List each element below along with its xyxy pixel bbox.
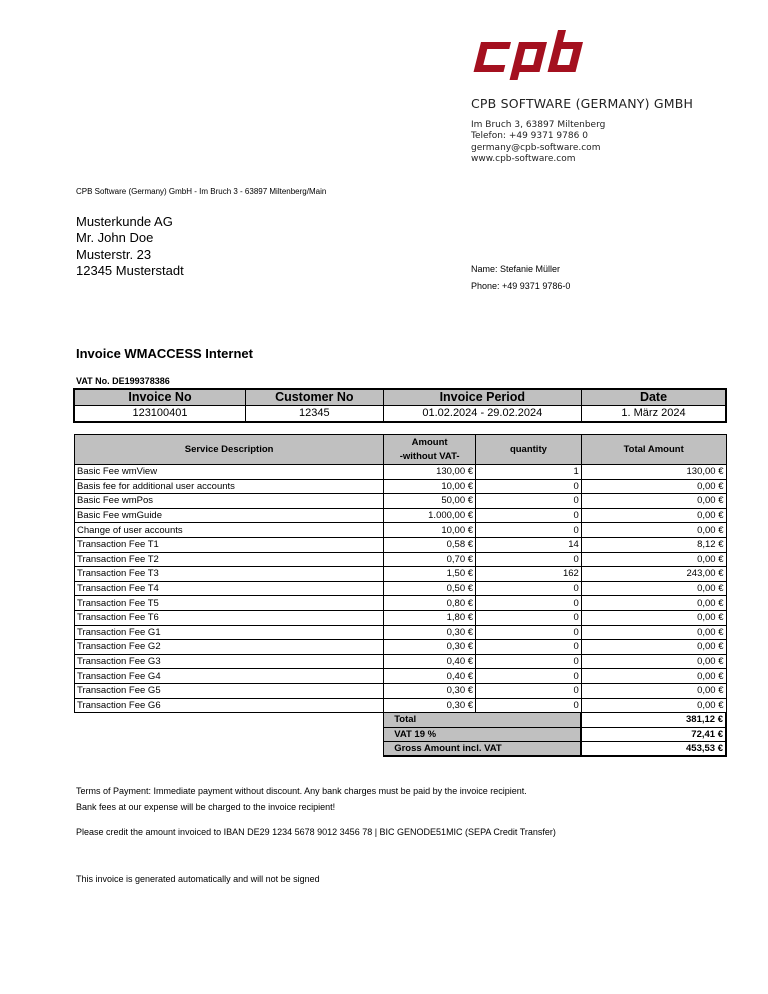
table-row bbox=[75, 537, 727, 552]
item-description: Basic Fee wmGuide bbox=[75, 508, 384, 523]
item-description: Transaction Fee T5 bbox=[75, 596, 384, 611]
table-row bbox=[75, 698, 727, 713]
recipient-line: 12345 Musterstadt bbox=[76, 262, 184, 278]
header-quantity: quantity bbox=[476, 435, 582, 465]
item-description: Transaction Fee T3 bbox=[75, 567, 384, 582]
item-description: Transaction Fee T6 bbox=[75, 610, 384, 625]
item-quantity: 162 bbox=[476, 567, 582, 582]
recipient-address bbox=[76, 214, 184, 279]
invoice-title: Invoice WMACCESS Internet bbox=[76, 346, 253, 361]
address-line: Im Bruch 3, 63897 Miltenberg bbox=[471, 120, 606, 130]
item-quantity: 0 bbox=[476, 610, 582, 625]
invoice-info-table bbox=[73, 388, 727, 423]
item-quantity: 0 bbox=[476, 523, 582, 538]
item-amount: 10,00 € bbox=[384, 479, 476, 494]
table-row bbox=[75, 479, 727, 494]
contact-name: Name: Stefanie Müller bbox=[471, 264, 561, 274]
item-quantity: 1 bbox=[476, 465, 582, 480]
summary-spacer bbox=[75, 742, 384, 757]
item-quantity: 0 bbox=[476, 494, 582, 509]
header-customer-no: Customer No bbox=[245, 389, 383, 405]
item-amount: 10,00 € bbox=[384, 523, 476, 538]
table-row bbox=[75, 654, 727, 669]
item-description: Basic Fee wmView bbox=[75, 465, 384, 480]
company-name: CPB SOFTWARE (GERMANY) GMBH bbox=[471, 96, 694, 111]
table-row bbox=[75, 683, 727, 698]
item-total: 243,00 € bbox=[581, 567, 726, 582]
table-row bbox=[75, 610, 727, 625]
item-amount: 0,70 € bbox=[384, 552, 476, 567]
item-description: Transaction Fee T1 bbox=[75, 537, 384, 552]
header-amount-text: Amount -without VAT- bbox=[399, 436, 460, 462]
table-row bbox=[75, 625, 727, 640]
item-description: Transaction Fee G1 bbox=[75, 625, 384, 640]
summary-label: VAT 19 % bbox=[384, 727, 582, 742]
vat-number: VAT No. DE199378386 bbox=[76, 376, 170, 386]
summary-label: Total bbox=[384, 713, 582, 728]
item-total: 0,00 € bbox=[581, 494, 726, 509]
item-total: 0,00 € bbox=[581, 683, 726, 698]
summary-value: 453,53 € bbox=[581, 742, 726, 757]
item-quantity: 0 bbox=[476, 683, 582, 698]
item-total: 0,00 € bbox=[581, 523, 726, 538]
item-quantity: 0 bbox=[476, 640, 582, 655]
summary-spacer bbox=[75, 727, 384, 742]
email-line: germany@cpb-software.com bbox=[471, 142, 601, 153]
recipient-line: Mr. John Doe bbox=[76, 230, 154, 246]
table-row bbox=[75, 552, 727, 567]
item-description: Basis fee for additional user accounts bbox=[75, 479, 384, 494]
header-date: Date bbox=[581, 389, 726, 405]
summary-value: 72,41 € bbox=[581, 727, 726, 742]
invoice-no: 123100401 bbox=[74, 405, 245, 422]
item-total: 0,00 € bbox=[581, 610, 726, 625]
item-total: 0,00 € bbox=[581, 640, 726, 655]
item-description: Basic Fee wmPos bbox=[75, 494, 384, 509]
sender-line: CPB Software (Germany) GmbH - Im Bruch 3 - 63897 Miltenberg/Main bbox=[76, 187, 327, 196]
item-quantity: 0 bbox=[476, 625, 582, 640]
item-quantity: 0 bbox=[476, 552, 582, 567]
item-quantity: 0 bbox=[476, 581, 582, 596]
item-quantity: 0 bbox=[476, 654, 582, 669]
website-line: www.cpb-software.com bbox=[471, 153, 576, 164]
item-amount: 0,30 € bbox=[384, 698, 476, 713]
summary-row bbox=[75, 713, 727, 728]
summary-label: Gross Amount incl. VAT bbox=[384, 742, 582, 757]
item-total: 0,00 € bbox=[581, 596, 726, 611]
item-amount: 1,80 € bbox=[384, 610, 476, 625]
phone-line: Telefon: +49 9371 9786 0 bbox=[471, 131, 588, 142]
header-invoice-no: Invoice No bbox=[74, 389, 245, 405]
table-row bbox=[75, 669, 727, 684]
summary-value: 381,12 € bbox=[581, 713, 726, 728]
item-amount: 0,50 € bbox=[384, 581, 476, 596]
item-total: 0,00 € bbox=[581, 625, 726, 640]
table-row bbox=[75, 581, 727, 596]
table-row bbox=[75, 523, 727, 538]
item-description: Change of user accounts bbox=[75, 523, 384, 538]
table-row bbox=[75, 567, 727, 582]
item-total: 0,00 € bbox=[581, 654, 726, 669]
item-quantity: 0 bbox=[476, 596, 582, 611]
generated-note: This invoice is generated automatically and will not be signed bbox=[76, 874, 320, 884]
item-amount: 1,50 € bbox=[384, 567, 476, 582]
table-row bbox=[75, 596, 727, 611]
item-total: 0,00 € bbox=[581, 669, 726, 684]
header-total-amount: Total Amount bbox=[581, 435, 726, 465]
item-total: 0,00 € bbox=[581, 508, 726, 523]
recipient-line: Musterkunde AG bbox=[76, 214, 173, 229]
summary-row bbox=[75, 742, 727, 757]
header-invoice-period: Invoice Period bbox=[383, 389, 581, 405]
item-quantity: 0 bbox=[476, 508, 582, 523]
item-amount: 0,58 € bbox=[384, 537, 476, 552]
item-total: 130,00 € bbox=[581, 465, 726, 480]
item-total: 0,00 € bbox=[581, 698, 726, 713]
item-amount: 0,30 € bbox=[384, 683, 476, 698]
item-description: Transaction Fee G5 bbox=[75, 683, 384, 698]
item-amount: 0,30 € bbox=[384, 625, 476, 640]
cpb-logo bbox=[470, 30, 595, 80]
header-service-description: Service Description bbox=[75, 435, 384, 465]
table-row bbox=[75, 640, 727, 655]
payment-terms bbox=[76, 784, 527, 815]
item-quantity: 14 bbox=[476, 537, 582, 552]
header-amount bbox=[384, 435, 476, 465]
item-description: Transaction Fee G3 bbox=[75, 654, 384, 669]
item-amount: 0,30 € bbox=[384, 640, 476, 655]
item-quantity: 0 bbox=[476, 669, 582, 684]
contact-info bbox=[471, 261, 570, 295]
item-description: Transaction Fee T2 bbox=[75, 552, 384, 567]
recipient-line: Musterstr. 23 bbox=[76, 246, 152, 262]
summary-spacer bbox=[75, 713, 384, 728]
invoice-period: 01.02.2024 - 29.02.2024 bbox=[383, 405, 581, 422]
item-total: 0,00 € bbox=[581, 581, 726, 596]
item-description: Transaction Fee G2 bbox=[75, 640, 384, 655]
item-description: Transaction Fee G4 bbox=[75, 669, 384, 684]
item-amount: 50,00 € bbox=[384, 494, 476, 509]
item-amount: 0,80 € bbox=[384, 596, 476, 611]
item-total: 0,00 € bbox=[581, 479, 726, 494]
item-description: Transaction Fee T4 bbox=[75, 581, 384, 596]
customer-no: 12345 bbox=[245, 405, 383, 422]
item-quantity: 0 bbox=[476, 479, 582, 494]
table-row bbox=[75, 508, 727, 523]
item-total: 0,00 € bbox=[581, 552, 726, 567]
item-amount: 0,40 € bbox=[384, 654, 476, 669]
bank-fees-text: Bank fees at our expense will be charged to the invoice recipient! bbox=[76, 801, 336, 812]
item-quantity: 0 bbox=[476, 698, 582, 713]
item-total: 8,12 € bbox=[581, 537, 726, 552]
summary-row bbox=[75, 727, 727, 742]
item-amount: 0,40 € bbox=[384, 669, 476, 684]
item-amount: 1.000,00 € bbox=[384, 508, 476, 523]
item-amount: 130,00 € bbox=[384, 465, 476, 480]
invoice-date: 1. März 2024 bbox=[581, 405, 726, 422]
item-description: Transaction Fee G6 bbox=[75, 698, 384, 713]
contact-phone: Phone: +49 9371 9786-0 bbox=[471, 281, 571, 291]
terms-text: Terms of Payment: Immediate payment without discount. Any bank charges must be paid by the invoice recipient. bbox=[76, 786, 527, 796]
credit-instructions: Please credit the amount invoiced to IBAN DE29 1234 5678 9012 3456 78 | BIC GENODE51MIC (SEPA Credit Transfer) bbox=[76, 827, 556, 837]
table-row bbox=[75, 465, 727, 480]
items-table bbox=[74, 434, 727, 757]
company-address bbox=[471, 120, 605, 165]
table-row bbox=[75, 494, 727, 509]
